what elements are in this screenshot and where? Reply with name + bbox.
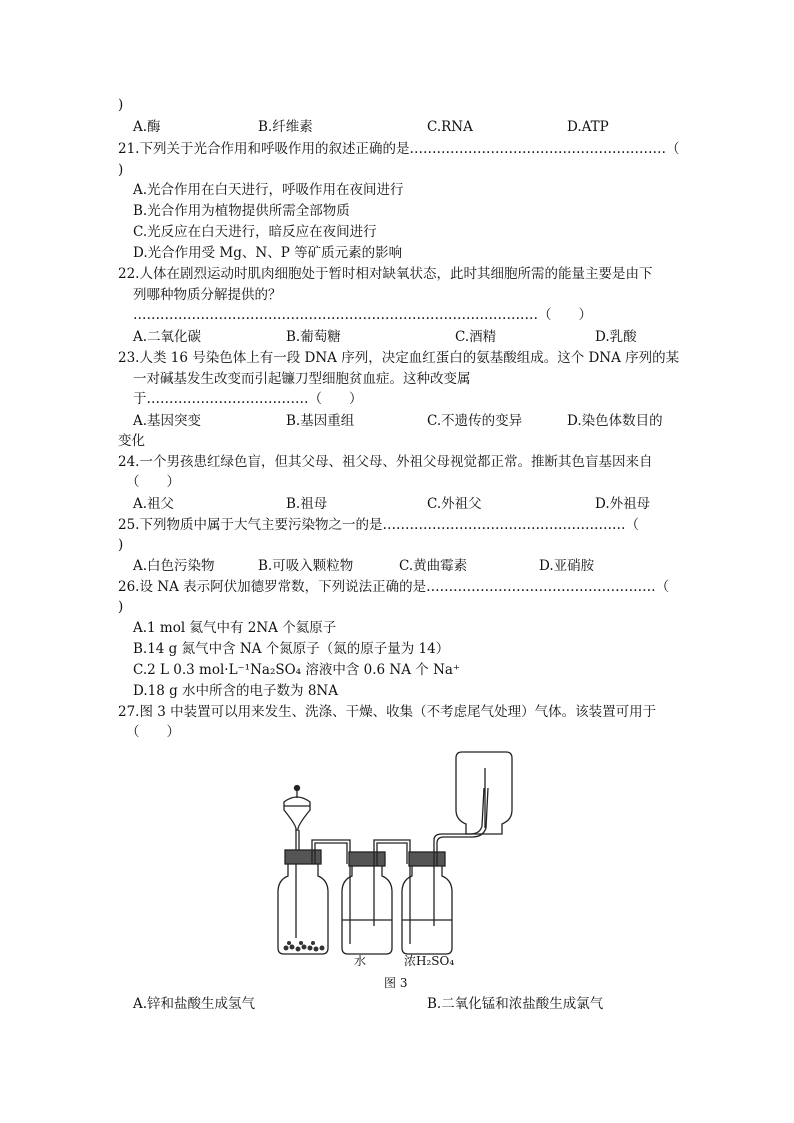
q20-tail: ) xyxy=(118,97,124,113)
q22-stem-line1: 22.人体在剧烈运动时肌肉细胞处于暂时相对缺氧状态，此时其细胞所需的能量主要是由下 xyxy=(118,266,653,282)
q26-tail: ) xyxy=(118,599,124,615)
q25-stem: 25.下列物质中属于大气主要污染物之一的是………………………………………………（ xyxy=(118,517,639,533)
q22-stem-line2: 列哪种物质分解提供的？ xyxy=(133,287,282,303)
q27-option-a: A.锌和盐酸生成氢气 xyxy=(133,996,256,1012)
q20-option-a: A.酶 xyxy=(133,119,161,135)
q26-stem: 26.设 NA 表示阿伏加德罗常数，下列说法正确的是……………………………………………（ xyxy=(118,579,670,595)
q23-option-b: B.基因重组 xyxy=(286,413,355,429)
q25-option-d: D.亚硝胺 xyxy=(539,558,595,574)
q21-stem: 21.下列关于光合作用和呼吸作用的叙述正确的是…………………………………………………（ xyxy=(118,141,680,157)
q26-option-a: A.1 mol 氦气中有 2NA 个氦原子 xyxy=(133,620,337,636)
q24-option-d: D.外祖母 xyxy=(595,496,651,512)
q23-option-d: D.染色体数目的 xyxy=(567,413,663,429)
q24-option-c: C.外祖父 xyxy=(427,496,482,512)
q23-option-c: C.不遗传的变异 xyxy=(427,413,523,429)
q24-stem-line2: （ ） xyxy=(126,474,180,490)
q27-stem-line2: （ ） xyxy=(126,724,180,740)
q22-option-d: D.乳酸 xyxy=(595,329,637,345)
q23-option-a: A.基因突变 xyxy=(133,413,202,429)
q25-option-c: C.黄曲霉素 xyxy=(399,558,468,574)
q26-option-b: B.14 g 氮气中含 NA 个氮原子（氮的原子量为 14） xyxy=(133,641,450,657)
q23-stem-line3: 于………………………………（ ） xyxy=(133,391,363,407)
q24-option-b: B.祖母 xyxy=(286,496,328,512)
q26-option-c: C.2 L 0.3 mol·L⁻¹Na₂SO₄ 溶液中含 0.6 NA 个 Na⁺ xyxy=(133,662,461,678)
q24-stem-line1: 24.一个男孩患红绿色盲，但其父母、祖父母、外祖父母视觉都正常。推断其色盲基因来自 xyxy=(118,454,653,470)
q25-tail: ) xyxy=(118,537,124,553)
q27-stem-line1: 27.图 3 中装置可以用来发生、洗涤、干燥、收集（不考虑尾气处理）气体。该装置可用于 xyxy=(118,704,657,720)
q22-option-c: C.酒精 xyxy=(455,329,497,345)
q25-option-a: A.白色污染物 xyxy=(133,558,215,574)
q22-option-a: A.二氧化碳 xyxy=(133,329,202,345)
q23-stem-line1: 23.人类 16 号染色体上有一段 DNA 序列，决定血红蛋白的氨基酸组成。这个 DNA 序列的某 xyxy=(118,350,680,366)
q27-option-b: B.二氧化锰和浓盐酸生成氯气 xyxy=(427,996,604,1012)
figure-caption: 图 3 xyxy=(384,976,408,990)
q21-option-a: A.光合作用在白天进行，呼吸作用在夜间进行 xyxy=(133,182,404,198)
apparatus-figure xyxy=(270,748,530,978)
q22-option-b: B.葡萄糖 xyxy=(286,329,341,345)
q21-option-c: C.光反应在白天进行，暗反应在夜间进行 xyxy=(133,224,377,240)
figure-label-sulfuric-acid: 浓H₂SO₄ xyxy=(404,954,455,968)
q20-option-d: D.ATP xyxy=(567,119,609,135)
q24-option-a: A.祖父 xyxy=(133,496,175,512)
q20-option-b: B.纤维素 xyxy=(258,119,313,135)
q23-stem-line2: 一对碱基发生改变而引起镰刀型细胞贫血症。这种改变属 xyxy=(133,371,471,387)
q21-option-d: D.光合作用受 Mg、N、P 等矿质元素的影响 xyxy=(133,245,403,261)
q23-option-d-wrap: 变化 xyxy=(118,433,145,449)
q20-option-c: C.RNA xyxy=(427,119,473,135)
q26-option-d: D.18 g 水中所含的电子数为 8NA xyxy=(133,683,338,699)
q25-option-b: B.可吸入颗粒物 xyxy=(258,558,354,574)
figure-label-water: 水 xyxy=(354,954,367,968)
q21-option-b: B.光合作用为植物提供所需全部物质 xyxy=(133,203,350,219)
q21-tail: ) xyxy=(118,162,124,178)
q22-stem-line3: ………………………………………………………………………………（ ） xyxy=(133,307,592,323)
